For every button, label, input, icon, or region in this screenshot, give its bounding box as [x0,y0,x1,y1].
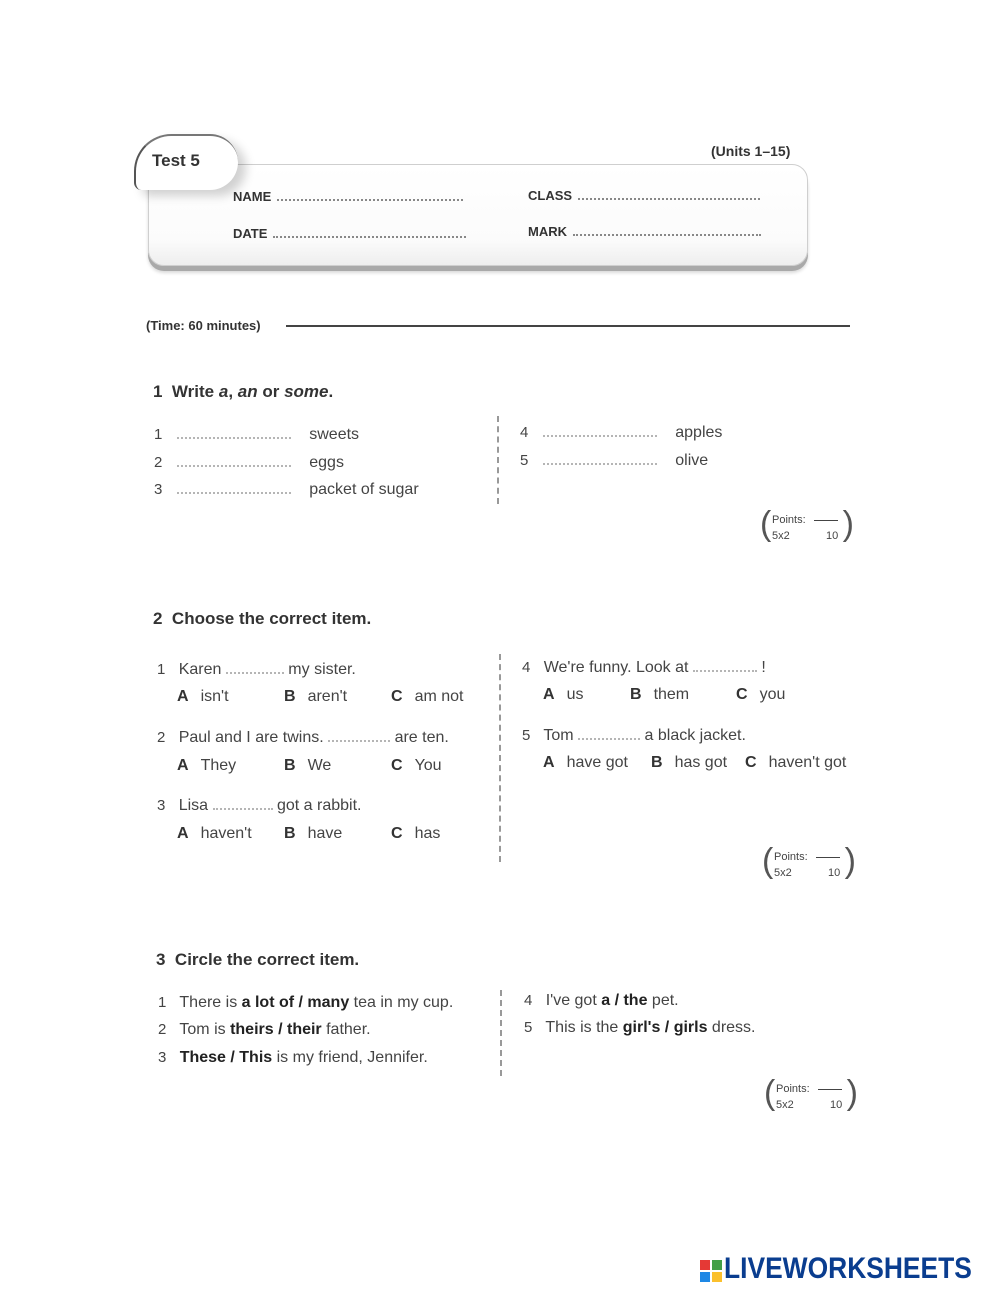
item-text-after: dress. [707,1019,756,1036]
item-text-after: got a rabbit. [276,797,362,814]
item-number: 1 [158,994,167,1011]
s2-item-2 [157,729,449,747]
section-3-title [156,950,359,970]
option-a[interactable] [177,825,252,843]
option-b[interactable] [284,825,342,843]
answer-blank[interactable] [578,728,640,740]
item-text-before: Paul and I are twins. [178,729,324,746]
points-total: 10 [826,530,839,542]
points-label: Points: [774,851,808,863]
s2-item-5 [522,727,746,745]
item-number: 5 [524,1019,533,1036]
option-letter: C [391,688,403,705]
answer-blank[interactable] [543,425,657,437]
item-text-after: are ten. [394,729,449,746]
item-number: 3 [158,1049,167,1066]
choice-1[interactable]: theirs [230,1021,274,1038]
item-text-before: I've got [545,992,602,1009]
points-box [762,842,856,884]
item-text-before: Karen [178,661,222,678]
option-a[interactable] [543,754,628,772]
s1-item-2 [154,454,344,472]
choice-separator: / [610,992,624,1009]
option-a[interactable] [177,688,229,706]
section-3-number: 3 [156,950,166,969]
item-number: 5 [522,727,531,744]
option-text: you [759,686,786,703]
option-letter: C [391,757,403,774]
item-text-before: Lisa [178,797,209,814]
item-text: olive [675,452,709,469]
section-2-number: 2 [153,609,163,628]
item-text: eggs [309,454,344,471]
section-3-title-text: Circle the correct item. [174,950,360,969]
section-1-title-end: . [328,382,334,401]
column-divider [499,654,501,862]
option-letter: B [284,688,296,705]
option-letter: C [745,754,757,771]
column-divider [500,990,502,1076]
item-text-after: father. [321,1021,371,1038]
points-box [764,1074,858,1116]
date-label: DATE [233,226,268,241]
mark-label: MARK [528,224,567,239]
option-text: haven't [200,825,252,842]
option-text: us [566,686,584,703]
s1-item-3 [154,481,419,499]
item-text: sweets [309,426,360,443]
s2-item-3 [157,797,361,815]
date-field[interactable] [233,226,466,241]
option-text: am not [414,688,464,705]
mark-field[interactable] [528,224,761,239]
item-number: 4 [522,659,531,676]
option-letter: B [284,757,296,774]
answer-blank[interactable] [177,427,291,439]
item-text-after: pet. [647,992,679,1009]
option-text: isn't [200,688,229,705]
item-number: 4 [524,992,533,1009]
item-text: apples [675,424,723,441]
answer-blank[interactable] [177,482,291,494]
fraction-line [818,1089,842,1090]
choice-separator: / [225,1049,240,1066]
s3-item-2 [158,1021,371,1039]
item-number: 3 [157,797,166,814]
choice-1[interactable]: a lot of [241,994,295,1011]
points-multiplier: 5x2 [772,530,790,542]
column-divider [497,416,499,504]
item-text-after: tea in my cup. [349,994,454,1011]
choice-2[interactable]: many [307,994,350,1011]
s2-item-4 [522,659,766,677]
logo-icon [700,1260,722,1282]
item-number: 1 [154,426,163,443]
option-c[interactable] [391,757,442,775]
class-line[interactable] [578,188,760,200]
item-text-after: is my friend, Jennifer. [272,1049,428,1066]
option-letter: B [651,754,663,771]
option-letter: A [177,688,189,705]
option-text: them [653,686,690,703]
paren-left: ( [762,842,774,880]
option-text: We [307,757,332,774]
s3-item-5 [524,1019,756,1037]
date-line[interactable] [273,226,466,238]
answer-blank[interactable] [693,660,757,672]
option-c[interactable] [391,688,463,706]
section-1-word-some: some [284,382,329,401]
s3-item-4 [524,992,679,1010]
logo-square-blue [700,1272,710,1282]
s3-item-3 [158,1049,428,1067]
option-a[interactable] [543,686,583,704]
section-1-title-prefix: Write [171,382,219,401]
answer-blank[interactable] [226,662,284,674]
option-letter: B [284,825,296,842]
paren-left: ( [760,505,772,543]
points-label: Points: [776,1083,810,1095]
name-line[interactable] [277,189,463,201]
option-b[interactable] [284,688,347,706]
section-2-title-text: Choose the correct item. [171,609,372,628]
option-c[interactable] [745,754,846,772]
choice-2[interactable]: This [239,1049,273,1066]
item-text: packet of sugar [309,481,419,498]
s1-item-4 [520,424,722,442]
section-1-sep: , [228,382,238,401]
item-number: 3 [154,481,163,498]
section-1-word-an: an [237,382,258,401]
time-rule [286,325,850,327]
option-c[interactable] [391,825,440,843]
choice-2[interactable]: their [286,1021,322,1038]
item-number: 5 [520,452,529,469]
option-text: You [414,757,442,774]
name-field[interactable] [233,189,463,204]
option-letter: A [177,757,189,774]
points-multiplier: 5x2 [776,1099,794,1111]
paren-right: ) [844,842,856,880]
item-text-after: ! [761,659,766,676]
choice-1[interactable]: girl's [622,1019,661,1036]
item-number: 2 [154,454,163,471]
option-b[interactable] [284,757,331,775]
answer-blank[interactable] [213,798,273,810]
option-letter: C [736,686,748,703]
points-box [760,505,854,547]
option-b[interactable] [630,686,689,704]
option-a[interactable] [177,757,236,775]
section-1-word-or: or [257,382,285,401]
mark-line[interactable] [573,224,761,236]
fraction-line [814,520,838,521]
logo-square-red [700,1260,710,1270]
option-text: aren't [307,688,348,705]
answer-blank[interactable] [177,455,291,467]
item-text-before: We're funny. Look at [543,659,689,676]
s2-item-1 [157,661,356,679]
item-text-after: a black jacket. [644,727,746,744]
student-info-box [148,164,808,266]
option-text: They [200,757,237,774]
option-text: haven't got [768,754,847,771]
option-c[interactable] [736,686,785,704]
paren-right: ) [846,1074,858,1112]
choice-1[interactable]: a [601,992,611,1009]
logo-text: LIVEWORKSHEETS [724,1252,972,1285]
units-range: (Units 1–15) [711,143,791,159]
paren-right: ) [842,505,854,543]
item-text-before: This is the [545,1019,623,1036]
section-1-number: 1 [153,382,163,401]
option-letter: A [543,686,555,703]
option-text: has [414,825,441,842]
answer-blank[interactable] [328,730,390,742]
option-letter: A [543,754,555,771]
item-text-after: my sister. [288,661,356,678]
item-number: 2 [157,729,166,746]
option-b[interactable] [651,754,727,772]
item-text-before: There is [179,994,242,1011]
fraction-line [816,857,840,858]
class-label: CLASS [528,188,573,203]
points-total: 10 [830,1099,843,1111]
points-label: Points: [772,514,806,526]
item-text-before: Tom is [179,1021,231,1038]
s1-item-1 [154,426,359,444]
item-number: 4 [520,424,529,441]
section-2-title [153,609,371,629]
choice-2[interactable]: girls [673,1019,708,1036]
item-text-before: Tom [543,727,574,744]
option-text: have got [566,754,628,771]
paren-left: ( [764,1074,776,1112]
class-field[interactable] [528,188,760,203]
choice-separator: / [273,1021,287,1038]
choice-separator: / [660,1019,674,1036]
option-letter: A [177,825,189,842]
test-title: Test 5 [152,151,200,170]
logo-square-green [712,1260,722,1270]
name-label: NAME [233,189,272,204]
option-text: have [307,825,343,842]
choice-2[interactable]: the [623,992,648,1009]
logo-square-yellow [712,1272,722,1282]
time-limit: (Time: 60 minutes) [146,318,261,333]
s3-item-1 [158,994,453,1012]
section-1-title [153,382,333,402]
points-total: 10 [828,867,841,879]
choice-separator: / [294,994,308,1011]
option-text: has got [674,754,728,771]
s1-item-5 [520,452,708,470]
item-number: 1 [157,661,166,678]
option-letter: B [630,686,642,703]
option-letter: C [391,825,403,842]
section-1-word-a: a [218,382,229,401]
points-multiplier: 5x2 [774,867,792,879]
choice-1[interactable]: These [179,1049,226,1066]
item-number: 2 [158,1021,167,1038]
answer-blank[interactable] [543,453,657,465]
